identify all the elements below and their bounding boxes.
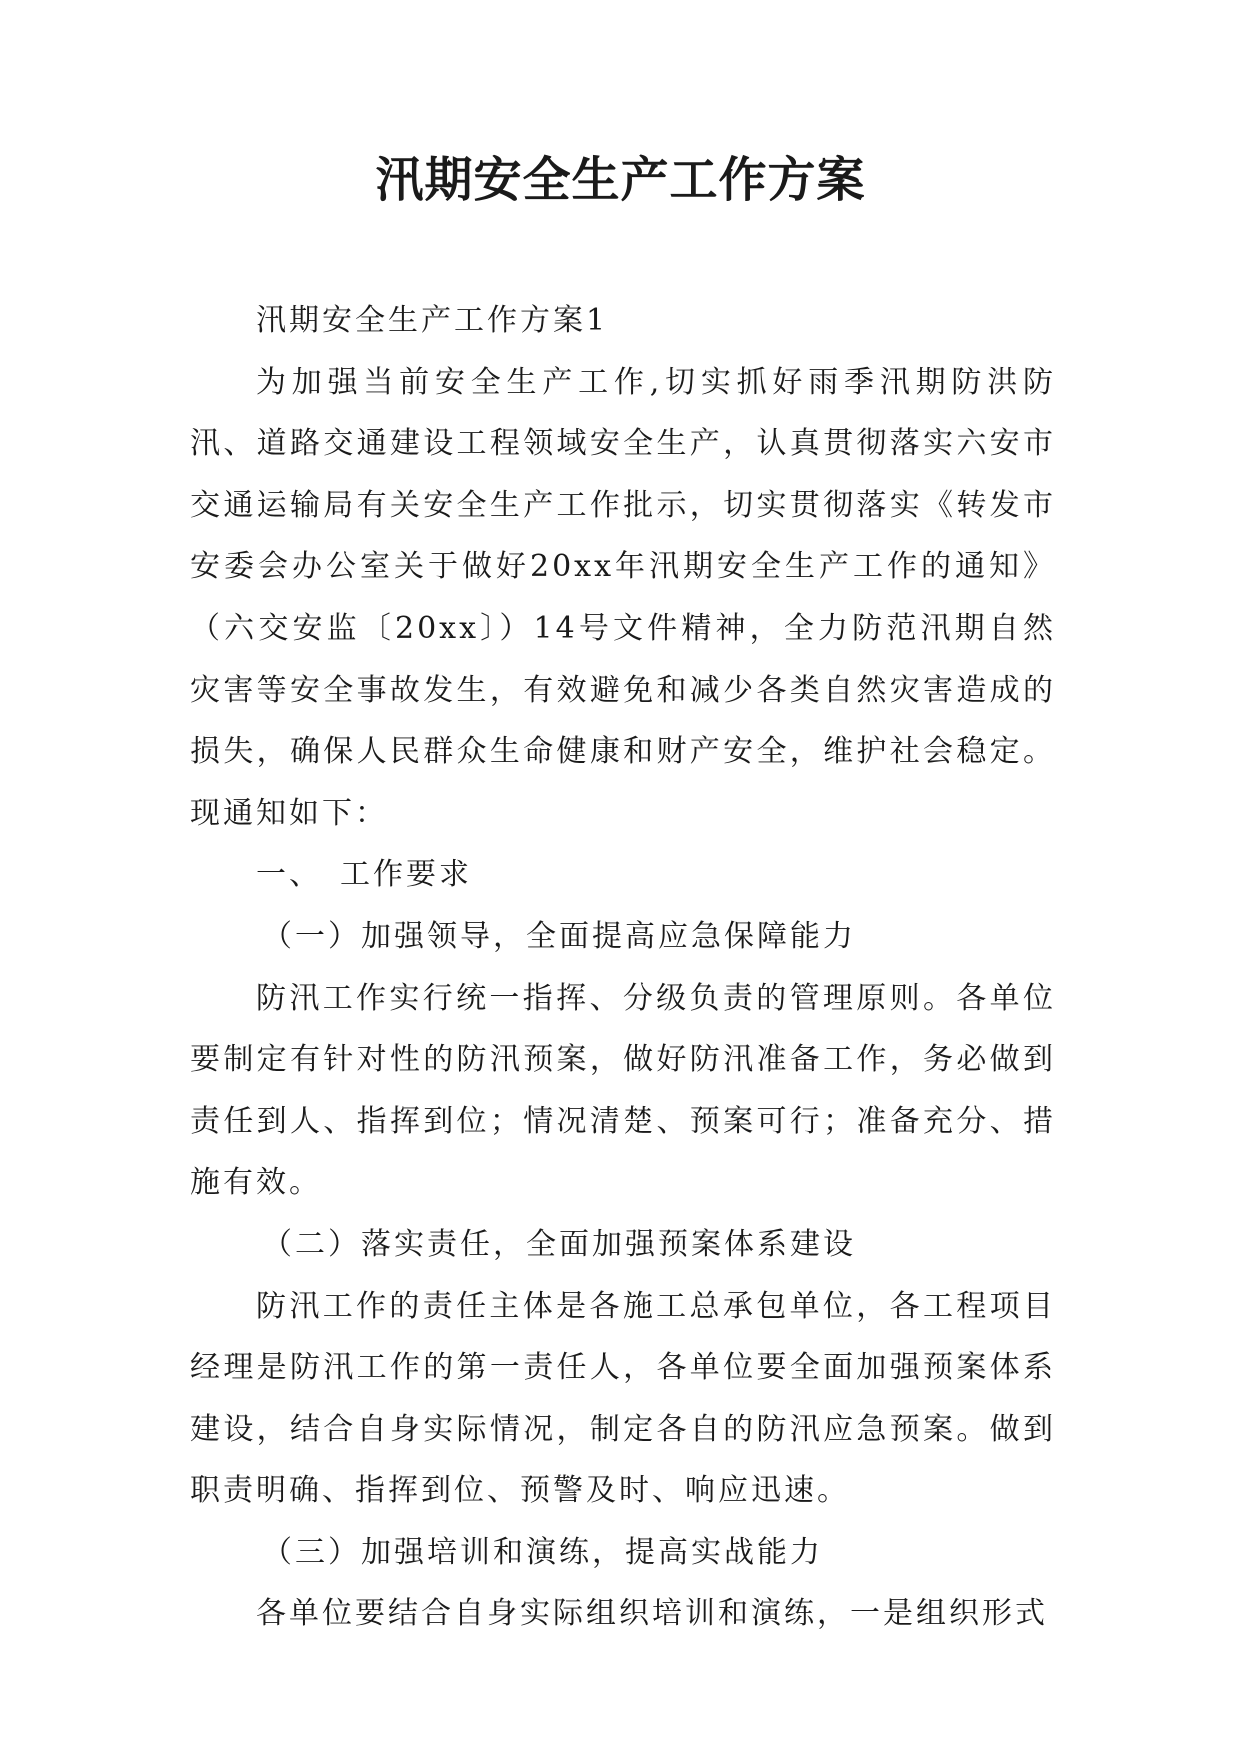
subsection-heading: （一）加强领导，全面提高应急保障能力 bbox=[262, 918, 856, 954]
subsection-heading: （二）落实责任，全面加强预案体系建设 bbox=[262, 1226, 856, 1262]
body-paragraph: 为加强当前安全生产工作,切实抓好雨季汛期防洪防汛、道路交通建设工程领域安全生产，认真贯彻落实六安市交通运输局有关安全生产工作批示，切实贯彻落实《转发市安委会办公室关于做好20xx年汛期安全生产工作的通知》（六交安监〔20xx〕）14号文件精神，全力防范汛期自然灾害等安全事故发生，有效避免和减少各类自然灾害造成的损失，确保人民群众生命健康和财产安全，维护社会稳定。现通知如下： bbox=[190, 364, 1056, 831]
section-heading: 汛期安全生产工作方案1 bbox=[256, 303, 609, 338]
body-paragraph: 防汛工作的责任主体是各施工总承包单位，各工程项目经理是防汛工作的第一责任人，各单位要全面加强预案体系建设，结合自身实际情况，制定各自的防汛应急预案。做到职责明确、指挥到位、预警及时、响应迅速。 bbox=[190, 1288, 1056, 1509]
document-body bbox=[190, 290, 1056, 1645]
subsection-heading: （三）加强培训和演练，提高实战能力 bbox=[262, 1534, 823, 1570]
section-heading: 一、 工作要求 bbox=[256, 857, 472, 893]
body-paragraph: 防汛工作实行统一指挥、分级负责的管理原则。各单位要制定有针对性的防汛预案，做好防汛准备工作，务必做到责任到人、指挥到位；情况清楚、预案可行；准备充分、措施有效。 bbox=[190, 980, 1056, 1201]
body-paragraph: 各单位要结合自身实际组织培训和演练，一是组织形式 bbox=[256, 1596, 1048, 1632]
document-title: 汛期安全生产工作方案 bbox=[375, 152, 866, 208]
